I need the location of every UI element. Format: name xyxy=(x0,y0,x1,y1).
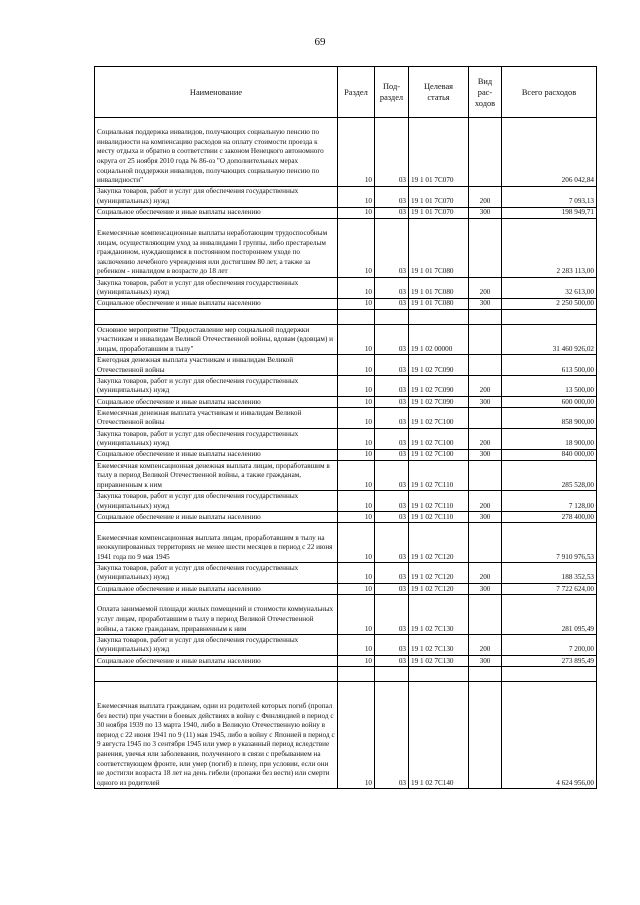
row-kind xyxy=(469,682,502,789)
row-subsection: 03 xyxy=(375,584,409,595)
row-total: 18 900,00 xyxy=(502,428,597,449)
row-subsection xyxy=(375,309,409,324)
table-row xyxy=(95,512,597,523)
row-subsection: 03 xyxy=(375,376,409,397)
row-subsection: 03 xyxy=(375,656,409,667)
row-kind xyxy=(469,309,502,324)
table-row xyxy=(95,396,597,407)
row-section: 10 xyxy=(338,324,375,354)
row-name: Ежемесячная денежная выплата участникам и инвалидам Великой Отечественной войны xyxy=(95,408,338,429)
row-subsection: 03 xyxy=(375,682,409,789)
row-total: 273 895,49 xyxy=(502,656,597,667)
row-kind xyxy=(469,523,502,563)
table-row xyxy=(95,595,597,635)
header-article: Целевая статья xyxy=(409,67,469,118)
row-article: 19 1 02 7С100 xyxy=(409,449,469,460)
row-total: 2 250 500,00 xyxy=(502,298,597,309)
header-subsection: Под- раздел xyxy=(375,67,409,118)
row-article xyxy=(409,309,469,324)
row-name: Социальное обеспечение и иные выплаты населению xyxy=(95,298,338,309)
table-row xyxy=(95,376,597,397)
row-total: 4 624 956,00 xyxy=(502,682,597,789)
row-article: 19 1 02 7С130 xyxy=(409,635,469,656)
table-row xyxy=(95,186,597,207)
row-section: 10 xyxy=(338,207,375,218)
row-kind: 300 xyxy=(469,584,502,595)
header-kind: Вид рас- ходов xyxy=(469,67,502,118)
row-total xyxy=(502,667,597,682)
row-name: Закупка товаров, работ и услуг для обеспечения государственных (муниципальных) нужд xyxy=(95,563,338,584)
table-row xyxy=(95,563,597,584)
row-article: 19 1 01 7С070 xyxy=(409,118,469,187)
row-name: Ежегодная денежная выплата участникам и инвалидам Великой Отечественной войны xyxy=(95,355,338,376)
row-section: 10 xyxy=(338,408,375,429)
table-row xyxy=(95,584,597,595)
row-article: 19 1 01 7С080 xyxy=(409,218,469,277)
row-total: 600 000,00 xyxy=(502,396,597,407)
row-subsection: 03 xyxy=(375,396,409,407)
row-total: 7 200,00 xyxy=(502,635,597,656)
row-name: Социальное обеспечение и иные выплаты населению xyxy=(95,449,338,460)
row-name: Закупка товаров, работ и услуг для обеспечения государственных (муниципальных) нужд xyxy=(95,186,338,207)
table-row xyxy=(95,635,597,656)
row-section: 10 xyxy=(338,428,375,449)
table-row xyxy=(95,277,597,298)
row-section: 10 xyxy=(338,355,375,376)
table-row xyxy=(95,118,597,187)
row-total: 840 000,00 xyxy=(502,449,597,460)
row-total: 7 093,13 xyxy=(502,186,597,207)
row-name: Закупка товаров, работ и услуг для обеспечения государственных (муниципальных) нужд xyxy=(95,635,338,656)
row-name: Социальная поддержка инвалидов, получающих социальную пенсию по инвалидности на компенсацию расходов на оплату стоимости проезда к месту отдыха и обратно в соответствии с законом Ненецкого автономного округа от 25 ноября 2010 года № 86-оз "О дополнительных мерах социальной поддержки инвалидов, получающих социальную пенсию по инвалидности" xyxy=(95,118,338,187)
row-kind: 200 xyxy=(469,491,502,512)
row-article: 19 1 02 7С100 xyxy=(409,408,469,429)
row-name: Ежемесячная выплата гражданам, одни из родителей которых погиб (пропал без вести) при участии в боевых действиях в войну с Финляндией в период с 30 ноября 1939 по 13 марта 1940, либо в Великую Отечественную войну в период с 22 июня 1941 по 9 (11) мая 1945, либо в войну с Японией в период с 9 августа 1945 по 3 сентября 1945 или умер в указанный период вследствие ранения, увечья или заболевания, полученного в связи с пребыванием на соответствующем фронте, или умер (погиб) в плену, при условии, если они не достигли возраста 18 лет на день гибели (пропажи без вести) или смерти одного из родителей xyxy=(95,682,338,789)
row-name: Ежемесячная компенсационная выплата лицам, проработавшим в тылу на неоккупированных территориях не менее шести месяцев в период с 22 июня 1941 года по 9 мая 1945 xyxy=(95,523,338,563)
table-header-row xyxy=(95,67,597,118)
row-section: 10 xyxy=(338,635,375,656)
row-name: Ежемесячные компенсационные выплаты неработающим трудоспособным лицам, осуществляющим уход за инвалидами I группы, либо престарелым гражданином, нуждающимся в постоянном постороннем уходе по заключению лечебного учреждения или достигшим 80 лет, а также за ребенком - инвалидом в возрасте до 18 лет xyxy=(95,218,338,277)
row-total: 278 400,00 xyxy=(502,512,597,523)
row-section xyxy=(338,309,375,324)
row-kind: 200 xyxy=(469,563,502,584)
row-kind xyxy=(469,408,502,429)
row-total: 7 128,00 xyxy=(502,491,597,512)
row-name: Оплата занимаемой площади жилых помещений и стоимости коммунальных услуг лицам, проработавшим в тылу в период Великой Отечественной войны, а также гражданам, приравненным к ним xyxy=(95,595,338,635)
row-total: 13 500,00 xyxy=(502,376,597,397)
row-article: 19 1 02 7С130 xyxy=(409,656,469,667)
row-total: 7 910 976,53 xyxy=(502,523,597,563)
row-subsection: 03 xyxy=(375,218,409,277)
row-name: Закупка товаров, работ и услуг для обеспечения государственных (муниципальных) нужд xyxy=(95,491,338,512)
row-subsection: 03 xyxy=(375,408,409,429)
row-kind xyxy=(469,595,502,635)
row-name: Основное мероприятие "Предоставление мер социальной поддержки участникам и инвалидам Великой Отечественной войны, вдовам (вдовцам) и лицам, проработавшим в тылу" xyxy=(95,324,338,354)
row-article: 19 1 02 7С120 xyxy=(409,584,469,595)
table-row xyxy=(95,218,597,277)
table-row xyxy=(95,207,597,218)
table-row xyxy=(95,460,597,490)
row-kind: 300 xyxy=(469,449,502,460)
row-kind: 300 xyxy=(469,298,502,309)
row-section: 10 xyxy=(338,595,375,635)
row-article: 19 1 02 7С140 xyxy=(409,682,469,789)
row-kind xyxy=(469,218,502,277)
row-section: 10 xyxy=(338,277,375,298)
row-article: 19 1 01 7С080 xyxy=(409,277,469,298)
row-article: 19 1 02 00000 xyxy=(409,324,469,354)
row-article: 19 1 01 7С070 xyxy=(409,186,469,207)
table-row xyxy=(95,491,597,512)
table-row xyxy=(95,682,597,789)
row-article: 19 1 02 7С090 xyxy=(409,355,469,376)
row-kind: 300 xyxy=(469,656,502,667)
row-kind xyxy=(469,667,502,682)
row-subsection: 03 xyxy=(375,207,409,218)
table-row xyxy=(95,408,597,429)
row-section: 10 xyxy=(338,396,375,407)
row-section: 10 xyxy=(338,584,375,595)
row-section: 10 xyxy=(338,376,375,397)
row-kind: 300 xyxy=(469,396,502,407)
row-subsection: 03 xyxy=(375,635,409,656)
row-total: 188 352,53 xyxy=(502,563,597,584)
row-kind: 300 xyxy=(469,512,502,523)
row-total: 858 900,00 xyxy=(502,408,597,429)
row-subsection: 03 xyxy=(375,491,409,512)
row-name: Закупка товаров, работ и услуг для обеспечения государственных (муниципальных) нужд xyxy=(95,277,338,298)
row-name: Социальное обеспечение и иные выплаты населению xyxy=(95,656,338,667)
row-section: 10 xyxy=(338,512,375,523)
budget-table xyxy=(94,66,597,789)
row-subsection: 03 xyxy=(375,595,409,635)
row-section: 10 xyxy=(338,682,375,789)
row-subsection: 03 xyxy=(375,460,409,490)
row-subsection: 03 xyxy=(375,277,409,298)
row-article: 19 1 02 7С100 xyxy=(409,428,469,449)
row-name: Закупка товаров, работ и услуг для обеспечения государственных (муниципальных) нужд xyxy=(95,376,338,397)
row-kind xyxy=(469,324,502,354)
row-subsection: 03 xyxy=(375,449,409,460)
row-article: 19 1 01 7С080 xyxy=(409,298,469,309)
row-name xyxy=(95,667,338,682)
row-total: 2 283 113,00 xyxy=(502,218,597,277)
row-section: 10 xyxy=(338,449,375,460)
page-number: 69 xyxy=(314,36,326,48)
table-row xyxy=(95,298,597,309)
row-section: 10 xyxy=(338,656,375,667)
row-article: 19 1 02 7С110 xyxy=(409,460,469,490)
row-section: 10 xyxy=(338,186,375,207)
row-article: 19 1 02 7С110 xyxy=(409,512,469,523)
row-kind xyxy=(469,355,502,376)
row-subsection: 03 xyxy=(375,118,409,187)
row-subsection: 03 xyxy=(375,563,409,584)
header-total: Всего расходов xyxy=(502,67,597,118)
row-article: 19 1 02 7С120 xyxy=(409,563,469,584)
row-kind xyxy=(469,118,502,187)
table-row xyxy=(95,355,597,376)
row-section: 10 xyxy=(338,298,375,309)
row-kind: 200 xyxy=(469,186,502,207)
row-name: Ежемесячная компенсационная денежная выплата лицам, проработавшим в тылу в период Великой Отечественной войны, а также гражданам, приравненным к ним xyxy=(95,460,338,490)
row-subsection: 03 xyxy=(375,324,409,354)
row-article: 19 1 02 7С090 xyxy=(409,396,469,407)
row-section: 10 xyxy=(338,218,375,277)
row-name: Закупка товаров, работ и услуг для обеспечения государственных (муниципальных) нужд xyxy=(95,428,338,449)
row-section: 10 xyxy=(338,460,375,490)
row-kind: 200 xyxy=(469,428,502,449)
row-article: 19 1 02 7С090 xyxy=(409,376,469,397)
header-section: Раздел xyxy=(338,67,375,118)
row-section xyxy=(338,667,375,682)
row-total: 613 500,00 xyxy=(502,355,597,376)
row-total: 31 460 926,02 xyxy=(502,324,597,354)
row-article: 19 1 02 7С120 xyxy=(409,523,469,563)
row-subsection: 03 xyxy=(375,186,409,207)
row-subsection: 03 xyxy=(375,512,409,523)
table-row xyxy=(95,428,597,449)
row-kind: 200 xyxy=(469,635,502,656)
header-name: Наименование xyxy=(95,67,338,118)
row-article: 19 1 02 7С110 xyxy=(409,491,469,512)
table-spacer-row xyxy=(95,667,597,682)
row-total: 285 528,00 xyxy=(502,460,597,490)
row-article: 19 1 02 7С130 xyxy=(409,595,469,635)
table-body xyxy=(95,118,597,789)
row-section: 10 xyxy=(338,523,375,563)
row-total: 32 613,00 xyxy=(502,277,597,298)
row-total xyxy=(502,309,597,324)
row-name: Социальное обеспечение и иные выплаты населению xyxy=(95,584,338,595)
row-kind: 300 xyxy=(469,207,502,218)
row-subsection: 03 xyxy=(375,298,409,309)
row-section: 10 xyxy=(338,491,375,512)
row-name xyxy=(95,309,338,324)
row-subsection: 03 xyxy=(375,428,409,449)
row-name: Социальное обеспечение и иные выплаты населению xyxy=(95,396,338,407)
row-subsection xyxy=(375,667,409,682)
row-name: Социальное обеспечение и иные выплаты населению xyxy=(95,207,338,218)
row-total: 7 722 624,00 xyxy=(502,584,597,595)
row-section: 10 xyxy=(338,563,375,584)
row-name: Социальное обеспечение и иные выплаты населению xyxy=(95,512,338,523)
row-kind: 200 xyxy=(469,277,502,298)
table-row xyxy=(95,449,597,460)
row-article xyxy=(409,667,469,682)
table-row xyxy=(95,324,597,354)
row-total: 198 949,71 xyxy=(502,207,597,218)
row-subsection: 03 xyxy=(375,355,409,376)
row-total: 281 095,49 xyxy=(502,595,597,635)
row-subsection: 03 xyxy=(375,523,409,563)
row-section: 10 xyxy=(338,118,375,187)
table-row xyxy=(95,523,597,563)
row-article: 19 1 01 7С070 xyxy=(409,207,469,218)
table-spacer-row xyxy=(95,309,597,324)
row-kind: 200 xyxy=(469,376,502,397)
row-total: 206 042,84 xyxy=(502,118,597,187)
row-kind xyxy=(469,460,502,490)
table-row xyxy=(95,656,597,667)
